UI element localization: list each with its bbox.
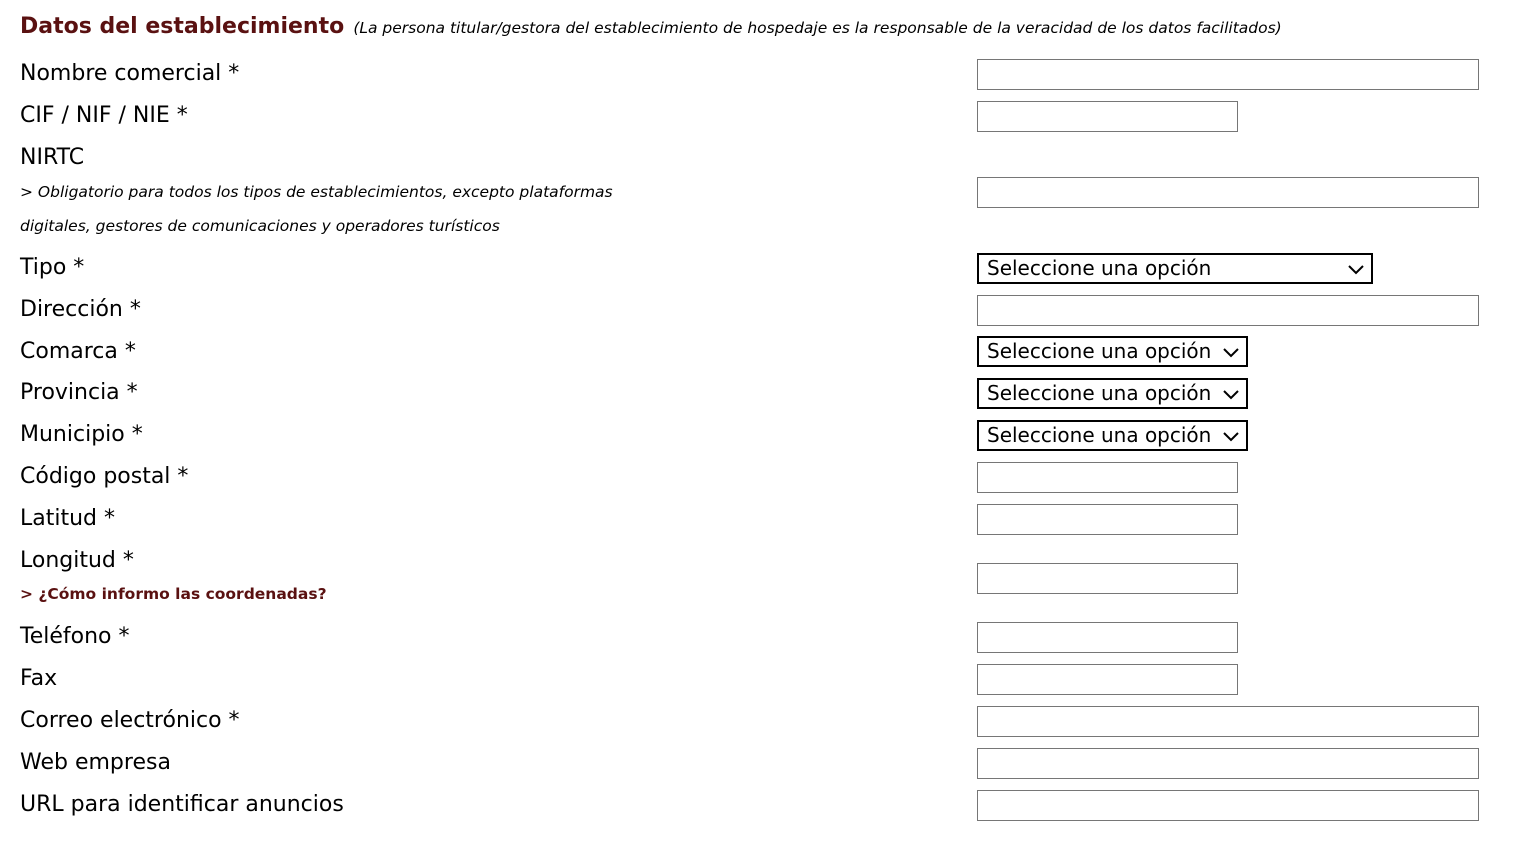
- telefono-label: Teléfono *: [20, 624, 130, 649]
- url-anuncios-label: URL para identificar anuncios: [20, 792, 344, 817]
- chevron-down-icon: [1347, 260, 1365, 278]
- chevron-down-icon: [1222, 427, 1240, 445]
- comarca-select-value: Seleccione una opción: [987, 339, 1212, 363]
- comarca-select[interactable]: [977, 336, 1248, 367]
- nirtc-input[interactable]: [977, 177, 1479, 208]
- tipo-label: Tipo *: [20, 255, 85, 280]
- correo-label: Correo electrónico *: [20, 708, 240, 733]
- provincia-label: Provincia *: [20, 380, 138, 405]
- section-note: (La persona titular/gestora del establecimiento de hospedaje es la responsable de la veracidad de los datos facilitados): [353, 19, 1282, 37]
- nirtc-hint-line2: digitales, gestores de comunicaciones y operadores turísticos: [20, 217, 500, 235]
- nirtc-hint-line1: > Obligatorio para todos los tipos de establecimientos, excepto plataformas: [20, 183, 613, 201]
- direccion-input[interactable]: [977, 295, 1479, 326]
- web-input[interactable]: [977, 748, 1479, 779]
- coordinates-help-link[interactable]: > ¿Cómo informo las coordenadas?: [20, 585, 327, 603]
- chevron-down-icon: [1222, 343, 1240, 361]
- nirtc-label: NIRTC: [20, 145, 85, 170]
- municipio-label: Municipio *: [20, 422, 143, 447]
- direccion-label: Dirección *: [20, 297, 141, 322]
- codigo-postal-label: Código postal *: [20, 464, 189, 489]
- cif-input[interactable]: [977, 101, 1238, 132]
- url-anuncios-input[interactable]: [977, 790, 1479, 821]
- telefono-input[interactable]: [977, 622, 1238, 653]
- latitud-input[interactable]: [977, 504, 1238, 535]
- provincia-select-value: Seleccione una opción: [987, 381, 1212, 405]
- latitud-label: Latitud *: [20, 506, 116, 531]
- fax-label: Fax: [20, 666, 58, 691]
- chevron-down-icon: [1222, 385, 1240, 403]
- nombre-comercial-label: Nombre comercial *: [20, 61, 240, 86]
- fax-input[interactable]: [977, 664, 1238, 695]
- nombre-comercial-input[interactable]: [977, 59, 1479, 90]
- section-header: [20, 14, 1282, 39]
- section-title: Datos del establecimiento: [20, 14, 345, 39]
- tipo-select-value: Seleccione una opción: [987, 256, 1212, 280]
- comarca-label: Comarca *: [20, 339, 136, 364]
- municipio-select[interactable]: [977, 420, 1248, 451]
- codigo-postal-input[interactable]: [977, 462, 1238, 493]
- longitud-label: Longitud *: [20, 548, 134, 573]
- cif-label: CIF / NIF / NIE *: [20, 103, 188, 128]
- provincia-select[interactable]: [977, 378, 1248, 409]
- correo-input[interactable]: [977, 706, 1479, 737]
- longitud-input[interactable]: [977, 563, 1238, 594]
- web-label: Web empresa: [20, 750, 171, 775]
- tipo-select[interactable]: [977, 253, 1373, 284]
- municipio-select-value: Seleccione una opción: [987, 423, 1212, 447]
